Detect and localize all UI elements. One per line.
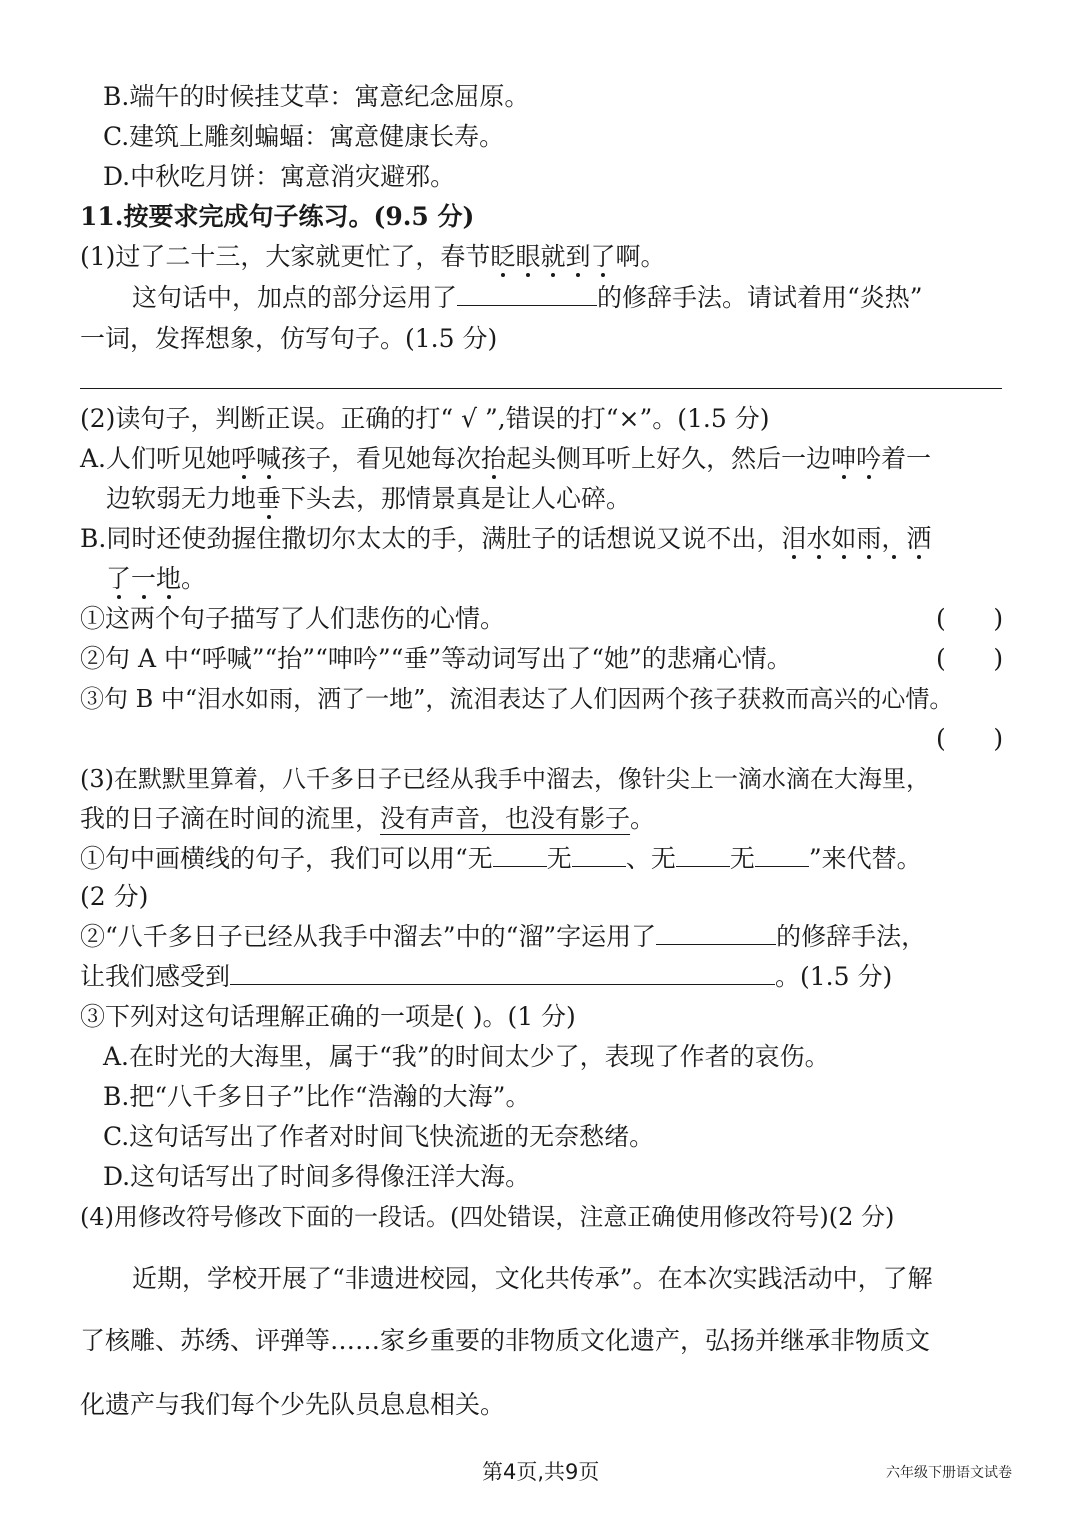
text: 。 bbox=[181, 564, 207, 593]
dotted-char: 呼 bbox=[231, 444, 257, 473]
fill-blank[interactable] bbox=[572, 842, 626, 867]
text: ”来代替。 bbox=[808, 844, 922, 873]
dotted-char: 眼 bbox=[515, 242, 541, 271]
text: 起头侧耳听上好久，然后一边 bbox=[506, 444, 832, 473]
q11-p3-option-b: B.把“八千多日子”比作“浩瀚的大海”。 bbox=[103, 1082, 531, 1111]
dotted-char: 喊 bbox=[256, 444, 282, 473]
dotted-char: 就 bbox=[540, 242, 566, 271]
dotted-char: 雨 bbox=[856, 524, 882, 553]
q11-p3-sentence-line2 bbox=[80, 802, 655, 836]
text: 我的日子滴在时间的流里， bbox=[80, 804, 381, 833]
q11-p1-prompt2: 一词，发挥想象，仿写句子。(1.5 分) bbox=[80, 324, 498, 353]
text: 下头去，那情景真是让人心碎。 bbox=[281, 484, 632, 513]
dotted-char: 垂 bbox=[256, 484, 282, 513]
dotted-char: 到 bbox=[565, 242, 591, 271]
dotted-char: 眨 bbox=[490, 242, 516, 271]
q11-p3-question-1 bbox=[80, 842, 922, 876]
q11-p3-question-2-cont bbox=[80, 960, 892, 994]
dotted-char: 水 bbox=[806, 524, 832, 553]
fill-blank[interactable] bbox=[755, 842, 809, 867]
q11-p4-paragraph-line3: 化遗产与我们每个少先队员息息相关。 bbox=[80, 1390, 506, 1419]
q11-p2-sentence-b-line2 bbox=[106, 562, 206, 596]
q11-p2-statement-2: ②句 A 中“呼喊”“抬”“呻吟”“垂”等动词写出了“她”的悲痛心情。 bbox=[80, 644, 792, 673]
answer-line[interactable] bbox=[80, 388, 1002, 389]
p1-sentence-pre: (1)过了二十三，大家就更忙了，春节 bbox=[80, 242, 491, 271]
text: 让我们感受到 bbox=[80, 962, 231, 991]
text: 。(1.5 分) bbox=[775, 962, 893, 991]
answer-paren-1[interactable]: ( ) bbox=[936, 604, 1004, 633]
text: 无 bbox=[546, 844, 572, 873]
dotted-char: 地 bbox=[156, 564, 182, 593]
q11-p1-prompt bbox=[132, 281, 923, 315]
q10-option-d: D.中秋吃月饼：寓意消灾避邪。 bbox=[103, 162, 456, 191]
dotted-char: 吟 bbox=[856, 444, 882, 473]
text: 。 bbox=[630, 804, 656, 833]
text: ①句中画横线的句子，我们可以用“无 bbox=[80, 844, 493, 873]
text: A.人们听见她 bbox=[80, 444, 232, 473]
q11-p4-paragraph-line2: 了核雕、苏绣、评弹等……家乡重要的非物质文化遗产，弘扬并继承非物质文 bbox=[80, 1326, 931, 1355]
p1-prompt-post: 的修辞手法。请试着用“炎热” bbox=[597, 283, 923, 312]
q10-option-c: C.建筑上雕刻蝙蝠：寓意健康长寿。 bbox=[103, 122, 505, 151]
q10-option-b: B.端午的时候挂艾草：寓意纪念屈原。 bbox=[103, 82, 530, 111]
dotted-char: ， bbox=[881, 524, 907, 553]
text: 边软弱无力地 bbox=[106, 484, 257, 513]
q11-p2-title: (2)读句子，判断正误。正确的打“ √ ”,错误的打“×”。(1.5 分) bbox=[80, 404, 770, 433]
q11-p2-sentence-a-line2 bbox=[106, 482, 631, 516]
dotted-char: 呻 bbox=[831, 444, 857, 473]
rhetoric-blank[interactable] bbox=[457, 281, 597, 306]
fill-blank[interactable] bbox=[676, 842, 730, 867]
q11-p3-option-d: D.这句话写出了时间多得像汪洋大海。 bbox=[103, 1162, 531, 1191]
text: 、无 bbox=[625, 844, 676, 873]
q11-p2-statement-1: ①这两个句子描写了人们悲伤的心情。 bbox=[80, 604, 506, 633]
dotted-char: 如 bbox=[831, 524, 857, 553]
fill-blank[interactable] bbox=[493, 842, 547, 867]
q11-p3-sentence-line1: (3)在默默里算着，八千多日子已经从我手中溜去，像针尖上一滴水滴在大海里， bbox=[80, 765, 930, 793]
q11-title: 11.按要求完成句子练习。(9.5 分) bbox=[80, 202, 475, 231]
text: 的修辞手法， bbox=[776, 922, 927, 951]
answer-paren-3[interactable]: ( ) bbox=[936, 724, 1004, 753]
text: 无 bbox=[729, 844, 755, 873]
q11-p3-question-3: ③下列对这句话理解正确的一项是( )。(1 分) bbox=[80, 1002, 576, 1031]
text: B.同时还使劲握住撒切尔太太的手，满肚子的话想说又说不出， bbox=[80, 524, 782, 553]
text: 孩子，看见她每次 bbox=[281, 444, 482, 473]
q11-p3-question-2 bbox=[80, 920, 926, 954]
dotted-char: 了 bbox=[590, 242, 616, 271]
p1-prompt-pre: 这句话中，加点的部分运用了 bbox=[132, 283, 458, 312]
p1-sentence-post: 啊。 bbox=[615, 242, 666, 271]
page-number: 第4页,共9页 bbox=[482, 1460, 600, 1484]
dotted-char: 泪 bbox=[781, 524, 807, 553]
q11-p2-sentence-b-line1 bbox=[80, 522, 931, 556]
exam-name: 六年级下册语文试卷 bbox=[886, 1465, 1012, 1481]
q11-p3-option-a: A.在时光的大海里，属于“我”的时间太少了，表现了作者的哀伤。 bbox=[103, 1042, 830, 1071]
dotted-char: 了 bbox=[106, 564, 132, 593]
q11-p2-statement-3: ③句 B 中“泪水如雨，洒了一地”，流泪表达了人们因两个孩子获救而高兴的心情。 bbox=[80, 685, 954, 713]
q11-p2-sentence-a-line1 bbox=[80, 442, 931, 476]
dotted-char: 洒 bbox=[906, 524, 932, 553]
q11-p4-paragraph-line1: 近期，学校开展了“非遗进校园，文化共传承”。在本次实践活动中，了解 bbox=[132, 1264, 933, 1293]
dotted-char: 抬 bbox=[481, 444, 507, 473]
underlined-sentence: 没有声音，也没有影子 bbox=[380, 804, 631, 833]
text: ②“八千多日子已经从我手中溜去”中的“溜”字运用了 bbox=[80, 922, 657, 951]
fill-blank[interactable] bbox=[230, 960, 775, 985]
q11-p4-title: (4)用修改符号修改下面的一段话。(四处错误，注意正确使用修改符号)(2 分) bbox=[80, 1203, 895, 1231]
dotted-char: 一 bbox=[131, 564, 157, 593]
q11-p3-option-c: C.这句话写出了作者对时间飞快流逝的无奈愁绪。 bbox=[103, 1122, 655, 1151]
fill-blank[interactable] bbox=[656, 920, 776, 945]
answer-paren-2[interactable]: ( ) bbox=[936, 644, 1004, 673]
q11-p1-sentence bbox=[80, 240, 666, 274]
text: 着一 bbox=[881, 444, 932, 473]
q11-p3-question-1-score: (2 分) bbox=[80, 882, 149, 911]
